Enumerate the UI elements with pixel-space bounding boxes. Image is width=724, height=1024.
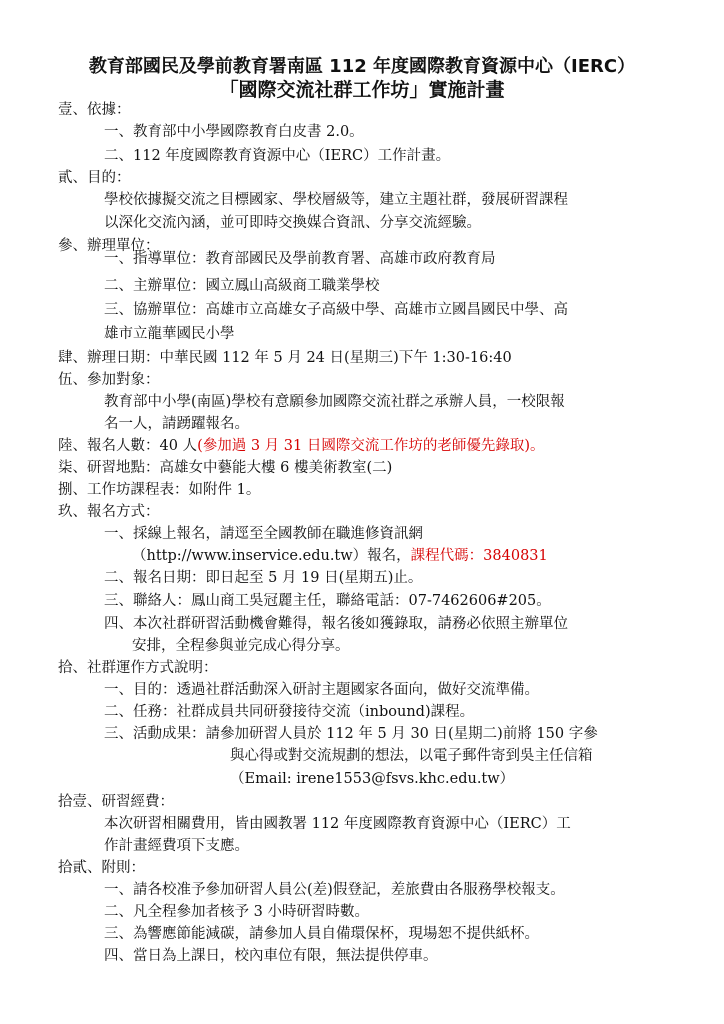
registration-item-4: 四、本次社群研習活動機會難得，報名後如獲錄取，請務必依照主辦單位 [104,616,568,632]
operation-item-3-email[interactable]: （Email: irene1553@fsvs.khc.edu.tw） [230,771,515,787]
purpose-line-1: 學校依據擬交流之目標國家、學校層級等，建立主題社群，發展研習課程 [104,192,568,208]
participants-line-2: 名一人，請踴躍報名。 [104,416,249,432]
participants-line-1: 教育部中小學(南區)學校有意願參加國際交流社群之承辦人員，一校限報 [104,394,565,410]
registration-item-1-cont [132,546,548,566]
budget-line-2: 作計畫經費項下支應。 [104,838,249,854]
section-basis-heading: 壹、依據： [58,102,131,118]
organizer-co-host: 三、協辦單位：高雄市立高雄女子高級中學、高雄市立國昌國民中學、高 [104,302,568,318]
section-operation-heading: 拾、社群運作方式說明： [58,660,218,676]
organizer-host: 二、主辦單位：國立鳳山高級商工職業學校 [104,278,380,294]
budget-line-1: 本次研習相關費用，皆由國教署 112 年度國際教育資源中心（IERC）工 [104,816,571,832]
appendix-item-4: 四、當日為上課日，校內車位有限，無法提供停車。 [104,948,438,964]
operation-item-3: 三、活動成果：請參加研習人員於 112 年 5 月 30 日(星期二)前將 150 字參 [104,726,598,742]
operation-item-3-cont: 與心得或對交流規劃的想法，以電子郵件寄到吳主任信箱 [230,748,593,764]
section-schedule: 捌、工作坊課程表：如附件 1。 [58,482,261,498]
section-budget-heading: 拾壹、研習經費： [58,794,174,810]
appendix-item-3: 三、為響應節能減碳，請參加人員自備環保杯，現場恕不提供紙杯。 [104,926,539,942]
appendix-item-1: 一、請各校准予參加研習人員公(差)假登記，差旅費由各服務學校報支。 [104,882,565,898]
section-appendix-heading: 拾貳、附則： [58,860,145,876]
section-participants-heading: 伍、參加對象： [58,372,160,388]
document-subtitle: 「國際交流社群工作坊」實施計畫 [219,79,505,101]
section-organizers-heading: 參、辦理單位： [58,238,160,254]
registration-item-3: 三、聯絡人：鳳山商工吳冠麗主任，聯絡電話：07-7462606#205。 [104,593,551,609]
basis-item-2: 二、112 年度國際教育資源中心（IERC）工作計畫。 [104,148,451,164]
organizer-guiding: 一、指導單位：教育部國民及學前教育署、高雄市政府教育局 [104,251,496,267]
registration-url[interactable]: （http://www.inservice.edu.tw）報名， [132,548,411,564]
basis-item-1: 一、教育部中小學國際教育白皮書 2.0。 [104,124,364,140]
registration-item-2: 二、報名日期：即日起至 5 月 19 日(星期五)止。 [104,570,423,586]
operation-item-2: 二、任務：社群成員共同研發接待交流（inbound)課程。 [104,704,475,720]
section-enrollment [58,436,545,456]
enrollment-count: 陸、報名人數：40 人 [58,438,198,454]
document-title: 教育部國民及學前教育署南區 112 年度國際教育資源中心（IERC） [88,56,636,77]
organizer-co-host-cont: 雄市立龍華國民小學 [104,326,235,342]
registration-item-1: 一、採線上報名，請逕至全國教師在職進修資訊網 [104,526,423,542]
section-purpose-heading: 貳、目的： [58,170,131,186]
enrollment-priority-note: (參加過 3 月 31 日國際交流工作坊的老師優先錄取)。 [197,438,545,454]
registration-item-4-cont: 安排，全程參與並完成心得分享。 [132,638,350,654]
section-date: 肆、辦理日期：中華民國 112 年 5 月 24 日(星期三)下午 1:30-16:40 [58,350,512,366]
appendix-item-2: 二、凡全程參加者核予 3 小時研習時數。 [104,904,369,920]
operation-item-1: 一、目的：透過社群活動深入研討主題國家各面向，做好交流準備。 [104,682,539,698]
purpose-line-2: 以深化交流內涵，並可即時交換媒合資訊、分享交流經驗。 [104,215,481,231]
course-code: 課程代碼：3840831 [410,548,548,564]
section-venue: 柒、研習地點：高雄女中藝能大樓 6 樓美術教室(二) [58,460,393,476]
section-registration-heading: 玖、報名方式： [58,504,160,520]
